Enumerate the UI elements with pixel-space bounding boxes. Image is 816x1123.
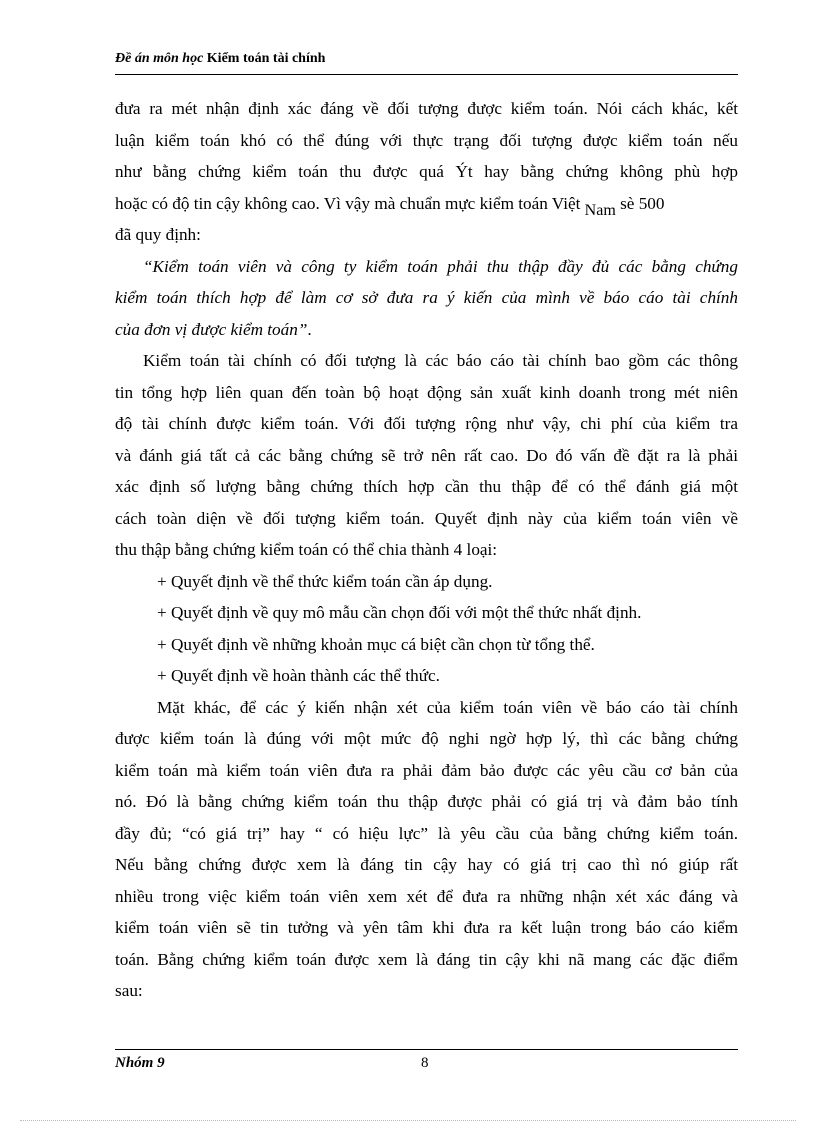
text-line: Kiểm toán tài chính có đối tượng là các báo cáo tài chính bao gồm các thông [143, 351, 738, 370]
text-line: cách toàn diện về đối tượng kiểm toán. Quyết định này của kiểm toán viên về [115, 508, 738, 528]
list-item: + Quyết định về hoàn thành các thể thức. [157, 666, 440, 685]
header-course-title: Kiểm toán tài chính [206, 51, 326, 66]
text-line: đầy đủ; “có giá trị” hay “ có hiệu lực” là yêu cầu của bằng chứng kiểm toán. [115, 823, 738, 843]
page-header [115, 50, 738, 75]
header-course-label: Đề án môn học [115, 51, 204, 66]
text-fragment: hoặc có độ tin cậy không cao. Vì vậy mà chuẩn mực kiểm toán Việt [115, 193, 581, 213]
text-line: xác định số lượng bằng chứng thích hợp cần thu thập để có thể đánh giá một [115, 477, 738, 496]
text-line: kiểm toán mà kiểm toán viên đưa ra phải đảm bảo được các yêu cầu cơ bản của [115, 760, 738, 780]
quote-line: kiểm toán thích hợp để làm cơ sở đưa ra ý kiến của mình về báo cáo tài chính [115, 288, 738, 307]
text-line: toán. Bằng chứng kiểm toán được xem là đáng tin cậy khi nã mang các đặc điểm [115, 949, 738, 969]
page-number: 8 [421, 1055, 429, 1071]
text-line: đưa ra mét nhận định xác đáng về đối tượng được kiểm toán. Nói cách khác, kết [115, 99, 738, 118]
quote-line [115, 314, 738, 346]
text-line: và đánh giá tất cả các bằng chứng sẽ trở nên rất cao. Do đó vấn đề đặt ra là phải [115, 445, 738, 465]
group-label: Nhóm 9 [115, 1055, 165, 1071]
text-line: độ tài chính được kiểm toán. Với đối tượng rộng như vậy, chi phí của kiểm tra [115, 414, 738, 433]
list-item: + Quyết định về thể thức kiểm toán cần áp dụng. [157, 571, 493, 591]
text-line: sau: [115, 981, 143, 1000]
text-line: như bằng chứng kiểm toán thu được quá Ýt hay bằng chứng không phù hợp [115, 162, 738, 181]
text-line: luận kiểm toán khó có thể đúng với thực trạng đối tượng được kiểm toán nếu [115, 130, 738, 150]
document-body [115, 93, 738, 1007]
text-line: Mặt khác, để các ý kiến nhận xét của kiểm toán viên về báo cáo tài chính [157, 697, 738, 717]
text-line: tin tổng hợp liên quan đến toàn bộ hoạt động sản xuất kinh doanh trong mét niên [115, 382, 738, 402]
page-footer [115, 1049, 738, 1078]
page-edge-divider [20, 1120, 796, 1121]
text-line: nhiều trong việc kiểm toán viên xem xét để đưa ra những nhận xét xác đáng và [115, 886, 738, 906]
quote-line: “Kiểm toán viên và công ty kiểm toán phải thu thập đầy đủ các bằng chứng [143, 256, 738, 276]
text-fragment: sè 500 [620, 193, 665, 213]
text-line: Nếu bằng chứng được xem là đáng tin cậy hay có giá trị cao thì nó giúp rất [115, 855, 738, 874]
text-line [115, 188, 738, 220]
text-line: kiểm toán viên sẽ tin tưởng và yên tâm khi đưa ra kết luận trong báo cáo kiểm [115, 918, 738, 937]
text-line: được kiểm toán là đúng với một mức độ nghi ngờ hợp lý, thì các bằng chứng [115, 729, 738, 748]
header-title [115, 51, 325, 67]
subscript-word: Nam [584, 201, 616, 219]
quote-period: . [307, 319, 312, 339]
quote-fragment: của đơn vị được kiểm toán” [115, 319, 308, 339]
list-item: + Quyết định về những khoản mục cá biệt cần chọn từ tổng thể. [157, 634, 595, 654]
text-line: nó. Đó là bằng chứng kiểm toán thu thập được phải có giá trị và đảm bảo tính [115, 792, 738, 811]
list-item: + Quyết định về quy mô mẫu cần chọn đối với một thể thức nhất định. [157, 603, 642, 622]
text-line: đã quy định: [115, 225, 201, 244]
text-line: thu thập bằng chứng kiểm toán có thể chia thành 4 loại: [115, 540, 498, 559]
